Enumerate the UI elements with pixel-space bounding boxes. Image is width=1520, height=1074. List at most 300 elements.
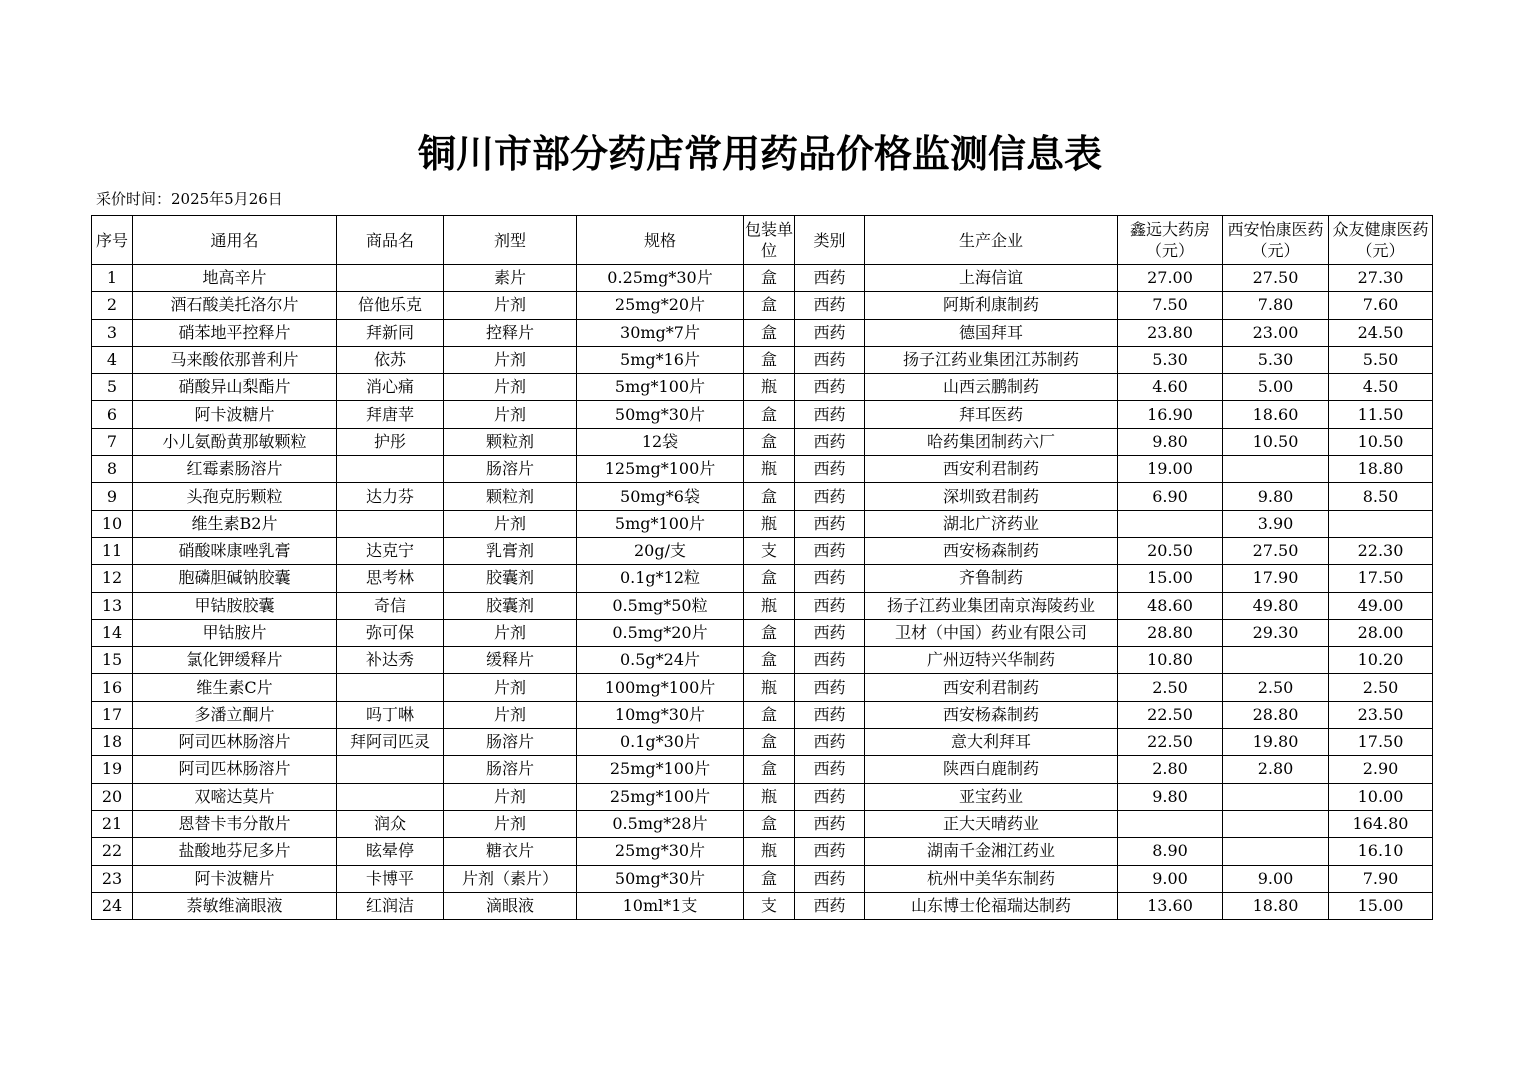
table-row xyxy=(92,401,1433,428)
table-cell: 19.80 xyxy=(1223,729,1329,756)
table-cell: 扬子江药业集团江苏制药 xyxy=(865,346,1118,373)
table-cell: 23.00 xyxy=(1223,319,1329,346)
table-cell: 9.00 xyxy=(1223,865,1329,892)
table-cell: 硝酸咪康唑乳膏 xyxy=(133,537,337,564)
table-cell: 山西云鹏制药 xyxy=(865,374,1118,401)
table-cell: 西药 xyxy=(795,892,865,919)
column-header: 西安怡康医药（元） xyxy=(1223,216,1329,265)
table-cell: 控释片 xyxy=(444,319,577,346)
table-cell: 消心痛 xyxy=(337,374,444,401)
table-cell: 0.1g*30片 xyxy=(577,729,744,756)
table-cell: 颗粒剂 xyxy=(444,483,577,510)
table-cell: 红润洁 xyxy=(337,892,444,919)
table-row xyxy=(92,265,1433,292)
table-cell: 瓶 xyxy=(744,592,795,619)
table-row xyxy=(92,319,1433,346)
table-cell: 氯化钾缓释片 xyxy=(133,647,337,674)
column-header: 规格 xyxy=(577,216,744,265)
table-row xyxy=(92,838,1433,865)
table-cell: 7.90 xyxy=(1329,865,1433,892)
survey-date: 采价时间：2025年5月26日 xyxy=(96,190,283,208)
table-cell: 10.00 xyxy=(1329,783,1433,810)
table-row xyxy=(92,592,1433,619)
column-header: 众友健康医药（元） xyxy=(1329,216,1433,265)
table-cell: 15.00 xyxy=(1118,565,1223,592)
table-cell: 2 xyxy=(92,292,133,319)
table-cell xyxy=(1223,456,1329,483)
table-cell: 片剂 xyxy=(444,783,577,810)
table-cell: 7.60 xyxy=(1329,292,1433,319)
table-cell: 西安利君制药 xyxy=(865,674,1118,701)
table-cell: 17.50 xyxy=(1329,565,1433,592)
table-cell: 陕西白鹿制药 xyxy=(865,756,1118,783)
table-cell: 0.25mg*30片 xyxy=(577,265,744,292)
table-cell: 拜阿司匹灵 xyxy=(337,729,444,756)
table-cell: 20.50 xyxy=(1118,537,1223,564)
table-cell: 亚宝药业 xyxy=(865,783,1118,810)
table-cell: 8.90 xyxy=(1118,838,1223,865)
table-cell: 17 xyxy=(92,701,133,728)
table-row xyxy=(92,783,1433,810)
table-cell: 小儿氨酚黄那敏颗粒 xyxy=(133,428,337,455)
table-cell: 18 xyxy=(92,729,133,756)
table-cell: 27.30 xyxy=(1329,265,1433,292)
table-cell: 扬子江药业集团南京海陵药业 xyxy=(865,592,1118,619)
table-cell: 19.00 xyxy=(1118,456,1223,483)
table-cell: 瓶 xyxy=(744,374,795,401)
table-cell: 24 xyxy=(92,892,133,919)
column-header: 商品名 xyxy=(337,216,444,265)
table-cell: 22.50 xyxy=(1118,701,1223,728)
table-cell: 滴眼液 xyxy=(444,892,577,919)
table-row xyxy=(92,865,1433,892)
table-row xyxy=(92,647,1433,674)
table-cell xyxy=(337,756,444,783)
table-cell: 硝苯地平控释片 xyxy=(133,319,337,346)
table-cell: 盒 xyxy=(744,701,795,728)
table-header xyxy=(92,216,1433,265)
table-cell: 5.30 xyxy=(1118,346,1223,373)
table-cell: 阿司匹林肠溶片 xyxy=(133,729,337,756)
table-cell: 西药 xyxy=(795,401,865,428)
table-cell xyxy=(1118,810,1223,837)
table-cell: 10.20 xyxy=(1329,647,1433,674)
table-cell: 盒 xyxy=(744,565,795,592)
table-cell: 深圳致君制药 xyxy=(865,483,1118,510)
table-cell: 酒石酸美托洛尔片 xyxy=(133,292,337,319)
table-cell: 片剂 xyxy=(444,674,577,701)
table-cell: 上海信谊 xyxy=(865,265,1118,292)
column-header: 通用名 xyxy=(133,216,337,265)
table-cell: 倍他乐克 xyxy=(337,292,444,319)
column-header: 类别 xyxy=(795,216,865,265)
table-cell: 缓释片 xyxy=(444,647,577,674)
table-row xyxy=(92,619,1433,646)
table-cell: 2.80 xyxy=(1118,756,1223,783)
table-cell: 23.50 xyxy=(1329,701,1433,728)
table-cell: 4.50 xyxy=(1329,374,1433,401)
table-cell: 瓶 xyxy=(744,510,795,537)
table-cell: 盒 xyxy=(744,401,795,428)
table-cell: 瓶 xyxy=(744,456,795,483)
table-cell: 9.80 xyxy=(1118,783,1223,810)
table-cell: 拜唐苹 xyxy=(337,401,444,428)
table-cell: 阿卡波糖片 xyxy=(133,401,337,428)
table-cell: 9.80 xyxy=(1223,483,1329,510)
table-cell: 3.90 xyxy=(1223,510,1329,537)
table-cell: 164.80 xyxy=(1329,810,1433,837)
table-cell: 14 xyxy=(92,619,133,646)
table-cell: 盒 xyxy=(744,265,795,292)
table-cell: 卡博平 xyxy=(337,865,444,892)
table-cell: 西药 xyxy=(795,756,865,783)
table-row xyxy=(92,701,1433,728)
table-cell: 西药 xyxy=(795,674,865,701)
table-cell: 西药 xyxy=(795,428,865,455)
table-cell: 10 xyxy=(92,510,133,537)
table-cell: 18.60 xyxy=(1223,401,1329,428)
table-cell: 湖北广济药业 xyxy=(865,510,1118,537)
table-cell: 片剂（素片） xyxy=(444,865,577,892)
table-cell: 萘敏维滴眼液 xyxy=(133,892,337,919)
table-cell: 盒 xyxy=(744,647,795,674)
table-row xyxy=(92,374,1433,401)
table-cell: 阿司匹林肠溶片 xyxy=(133,756,337,783)
table-cell: 西药 xyxy=(795,374,865,401)
table-cell: 山东博士伦福瑞达制药 xyxy=(865,892,1118,919)
table-cell: 齐鲁制药 xyxy=(865,565,1118,592)
table-cell: 10.80 xyxy=(1118,647,1223,674)
table-cell: 盒 xyxy=(744,428,795,455)
table-cell: 50mg*6袋 xyxy=(577,483,744,510)
table-cell: 西药 xyxy=(795,783,865,810)
table-cell: 28.80 xyxy=(1223,701,1329,728)
table-cell: 盒 xyxy=(744,292,795,319)
table-cell: 西药 xyxy=(795,592,865,619)
table-cell: 西药 xyxy=(795,510,865,537)
table-cell: 盐酸地芬尼多片 xyxy=(133,838,337,865)
table-cell: 5mg*16片 xyxy=(577,346,744,373)
table-cell: 盒 xyxy=(744,729,795,756)
table-cell: 盒 xyxy=(744,619,795,646)
table-cell: 护彤 xyxy=(337,428,444,455)
table-cell: 肠溶片 xyxy=(444,756,577,783)
table-cell: 27.50 xyxy=(1223,537,1329,564)
table-cell: 15.00 xyxy=(1329,892,1433,919)
table-cell: 湖南千金湘江药业 xyxy=(865,838,1118,865)
table-cell: 0.5mg*50粒 xyxy=(577,592,744,619)
table-cell: 23.80 xyxy=(1118,319,1223,346)
table-cell: 0.5mg*20片 xyxy=(577,619,744,646)
table-cell: 广州迈特兴华制药 xyxy=(865,647,1118,674)
table-cell: 盒 xyxy=(744,865,795,892)
table-cell: 素片 xyxy=(444,265,577,292)
table-cell: 盒 xyxy=(744,756,795,783)
table-cell: 21 xyxy=(92,810,133,837)
table-cell: 29.30 xyxy=(1223,619,1329,646)
table-cell: 16.90 xyxy=(1118,401,1223,428)
table-cell: 18.80 xyxy=(1223,892,1329,919)
table-cell: 德国拜耳 xyxy=(865,319,1118,346)
table-cell: 地高辛片 xyxy=(133,265,337,292)
table-row xyxy=(92,756,1433,783)
table-cell: 西药 xyxy=(795,810,865,837)
table-cell: 西药 xyxy=(795,701,865,728)
table-row xyxy=(92,510,1433,537)
table-cell: 片剂 xyxy=(444,374,577,401)
table-cell: 11.50 xyxy=(1329,401,1433,428)
table-cell xyxy=(337,674,444,701)
table-cell: 6 xyxy=(92,401,133,428)
table-cell: 7.50 xyxy=(1118,292,1223,319)
table-cell: 28.00 xyxy=(1329,619,1433,646)
table-cell: 22 xyxy=(92,838,133,865)
table-cell xyxy=(1329,510,1433,537)
table-cell: 5 xyxy=(92,374,133,401)
table-cell: 10.50 xyxy=(1329,428,1433,455)
table-cell: 西药 xyxy=(795,729,865,756)
table-cell: 片剂 xyxy=(444,292,577,319)
table-cell: 0.1g*12粒 xyxy=(577,565,744,592)
table-cell: 2.50 xyxy=(1223,674,1329,701)
table-cell: 奇信 xyxy=(337,592,444,619)
table-cell xyxy=(337,456,444,483)
table-cell: 西安杨森制药 xyxy=(865,537,1118,564)
table-row xyxy=(92,537,1433,564)
table-cell: 7.80 xyxy=(1223,292,1329,319)
table-cell: 红霉素肠溶片 xyxy=(133,456,337,483)
table-cell: 0.5g*24片 xyxy=(577,647,744,674)
table-cell: 西药 xyxy=(795,319,865,346)
table-cell: 维生素B2片 xyxy=(133,510,337,537)
table-cell: 17.90 xyxy=(1223,565,1329,592)
table-cell: 10mg*30片 xyxy=(577,701,744,728)
header-row xyxy=(92,216,1433,265)
table-cell: 恩替卡韦分散片 xyxy=(133,810,337,837)
table-cell: 拜新同 xyxy=(337,319,444,346)
table-cell: 49.00 xyxy=(1329,592,1433,619)
table-cell: 片剂 xyxy=(444,810,577,837)
table-cell: 双嘧达莫片 xyxy=(133,783,337,810)
table-cell: 肠溶片 xyxy=(444,729,577,756)
table-cell: 6.90 xyxy=(1118,483,1223,510)
table-cell: 西药 xyxy=(795,346,865,373)
table-cell: 西药 xyxy=(795,456,865,483)
table-cell xyxy=(1223,783,1329,810)
table-cell xyxy=(337,265,444,292)
table-cell xyxy=(1223,810,1329,837)
table-row xyxy=(92,428,1433,455)
table-cell: 补达秀 xyxy=(337,647,444,674)
table-cell: 片剂 xyxy=(444,619,577,646)
table-cell: 支 xyxy=(744,892,795,919)
table-cell: 4 xyxy=(92,346,133,373)
table-row xyxy=(92,810,1433,837)
table-cell: 乳膏剂 xyxy=(444,537,577,564)
table-cell xyxy=(1118,510,1223,537)
table-cell: 硝酸异山梨酯片 xyxy=(133,374,337,401)
table-cell: 片剂 xyxy=(444,701,577,728)
table-cell: 23 xyxy=(92,865,133,892)
table-cell: 22.50 xyxy=(1118,729,1223,756)
table-cell: 瓶 xyxy=(744,674,795,701)
table-cell: 润众 xyxy=(337,810,444,837)
table-cell: 哈药集团制药六厂 xyxy=(865,428,1118,455)
table-cell: 25mg*100片 xyxy=(577,783,744,810)
table-cell: 西安杨森制药 xyxy=(865,701,1118,728)
table-cell: 盒 xyxy=(744,810,795,837)
table-cell: 弥可保 xyxy=(337,619,444,646)
table-cell xyxy=(337,510,444,537)
table-cell: 胶囊剂 xyxy=(444,592,577,619)
table-cell: 西药 xyxy=(795,537,865,564)
table-cell: 西安利君制药 xyxy=(865,456,1118,483)
table-cell: 维生素C片 xyxy=(133,674,337,701)
table-cell: 片剂 xyxy=(444,346,577,373)
column-header: 生产企业 xyxy=(865,216,1118,265)
table-cell: 盒 xyxy=(744,319,795,346)
table-cell: 8 xyxy=(92,456,133,483)
table-row xyxy=(92,346,1433,373)
table-cell: 思考林 xyxy=(337,565,444,592)
table-cell xyxy=(337,783,444,810)
table-cell: 50mg*30片 xyxy=(577,865,744,892)
table-row xyxy=(92,292,1433,319)
table-cell: 1 xyxy=(92,265,133,292)
table-cell: 西药 xyxy=(795,292,865,319)
table-cell: 30mg*7片 xyxy=(577,319,744,346)
table-cell: 20g/支 xyxy=(577,537,744,564)
table-cell: 眩晕停 xyxy=(337,838,444,865)
table-cell: 48.60 xyxy=(1118,592,1223,619)
table-cell: 7 xyxy=(92,428,133,455)
table-cell: 颗粒剂 xyxy=(444,428,577,455)
table-cell: 10ml*1支 xyxy=(577,892,744,919)
table-row xyxy=(92,674,1433,701)
table-cell: 24.50 xyxy=(1329,319,1433,346)
table-cell: 西药 xyxy=(795,483,865,510)
column-header: 序号 xyxy=(92,216,133,265)
table-cell: 5mg*100片 xyxy=(577,510,744,537)
table-cell: 依苏 xyxy=(337,346,444,373)
table-cell: 4.60 xyxy=(1118,374,1223,401)
table-cell: 杭州中美华东制药 xyxy=(865,865,1118,892)
table-cell: 12 xyxy=(92,565,133,592)
table-cell: 49.80 xyxy=(1223,592,1329,619)
table-cell: 片剂 xyxy=(444,510,577,537)
table-cell: 胞磷胆碱钠胶囊 xyxy=(133,565,337,592)
table-cell: 胶囊剂 xyxy=(444,565,577,592)
table-cell: 西药 xyxy=(795,865,865,892)
table-cell: 9.80 xyxy=(1118,428,1223,455)
table-cell: 5.30 xyxy=(1223,346,1329,373)
table-cell: 5.00 xyxy=(1223,374,1329,401)
table-cell: 吗丁啉 xyxy=(337,701,444,728)
table-cell: 瓶 xyxy=(744,838,795,865)
table-cell: 2.80 xyxy=(1223,756,1329,783)
table-cell: 马来酸依那普利片 xyxy=(133,346,337,373)
table-cell: 17.50 xyxy=(1329,729,1433,756)
table-cell: 25mg*30片 xyxy=(577,838,744,865)
table-cell: 多潘立酮片 xyxy=(133,701,337,728)
table-row xyxy=(92,565,1433,592)
table-cell: 9.00 xyxy=(1118,865,1223,892)
table-row xyxy=(92,892,1433,919)
table-cell: 片剂 xyxy=(444,401,577,428)
table-cell xyxy=(1223,838,1329,865)
table-cell: 糖衣片 xyxy=(444,838,577,865)
table-cell: 16.10 xyxy=(1329,838,1433,865)
table-cell: 肠溶片 xyxy=(444,456,577,483)
table-cell: 22.30 xyxy=(1329,537,1433,564)
column-header: 剂型 xyxy=(444,216,577,265)
table-cell: 125mg*100片 xyxy=(577,456,744,483)
table-cell xyxy=(1223,647,1329,674)
table-row xyxy=(92,456,1433,483)
table-cell: 5mg*100片 xyxy=(577,374,744,401)
table-cell: 阿卡波糖片 xyxy=(133,865,337,892)
table-cell: 2.90 xyxy=(1329,756,1433,783)
table-cell: 甲钴胺片 xyxy=(133,619,337,646)
table-cell: 瓶 xyxy=(744,783,795,810)
table-cell: 18.80 xyxy=(1329,456,1433,483)
table-cell: 支 xyxy=(744,537,795,564)
table-cell: 25mg*20片 xyxy=(577,292,744,319)
table-cell: 达力芬 xyxy=(337,483,444,510)
table-cell: 28.80 xyxy=(1118,619,1223,646)
table-cell: 2.50 xyxy=(1329,674,1433,701)
table-cell: 20 xyxy=(92,783,133,810)
table-cell: 27.50 xyxy=(1223,265,1329,292)
table-cell: 3 xyxy=(92,319,133,346)
table-cell: 西药 xyxy=(795,647,865,674)
table-cell: 16 xyxy=(92,674,133,701)
table-cell: 西药 xyxy=(795,265,865,292)
table-cell: 达克宁 xyxy=(337,537,444,564)
column-header: 鑫远大药房（元） xyxy=(1118,216,1223,265)
table-cell: 西药 xyxy=(795,619,865,646)
table-row xyxy=(92,729,1433,756)
table-cell: 13 xyxy=(92,592,133,619)
table-cell: 9 xyxy=(92,483,133,510)
table-cell: 正大天晴药业 xyxy=(865,810,1118,837)
table-cell: 25mg*100片 xyxy=(577,756,744,783)
table-body xyxy=(92,265,1433,920)
table-cell: 27.00 xyxy=(1118,265,1223,292)
table-cell: 阿斯利康制药 xyxy=(865,292,1118,319)
table-cell: 100mg*100片 xyxy=(577,674,744,701)
column-header: 包装单位 xyxy=(744,216,795,265)
table-cell: 13.60 xyxy=(1118,892,1223,919)
table-cell: 12袋 xyxy=(577,428,744,455)
table-cell: 盒 xyxy=(744,346,795,373)
table-cell: 西药 xyxy=(795,565,865,592)
table-cell: 西药 xyxy=(795,838,865,865)
table-cell: 拜耳医药 xyxy=(865,401,1118,428)
table-cell: 卫材（中国）药业有限公司 xyxy=(865,619,1118,646)
table-cell: 11 xyxy=(92,537,133,564)
table-cell: 0.5mg*28片 xyxy=(577,810,744,837)
table-cell: 头孢克肟颗粒 xyxy=(133,483,337,510)
table-cell: 盒 xyxy=(744,483,795,510)
page-title: 铜川市部分药店常用药品价格监测信息表 xyxy=(417,131,1102,176)
table-cell: 15 xyxy=(92,647,133,674)
table-cell: 8.50 xyxy=(1329,483,1433,510)
table-cell: 19 xyxy=(92,756,133,783)
price-table xyxy=(91,215,1433,920)
table-cell: 甲钴胺胶囊 xyxy=(133,592,337,619)
table-cell: 50mg*30片 xyxy=(577,401,744,428)
